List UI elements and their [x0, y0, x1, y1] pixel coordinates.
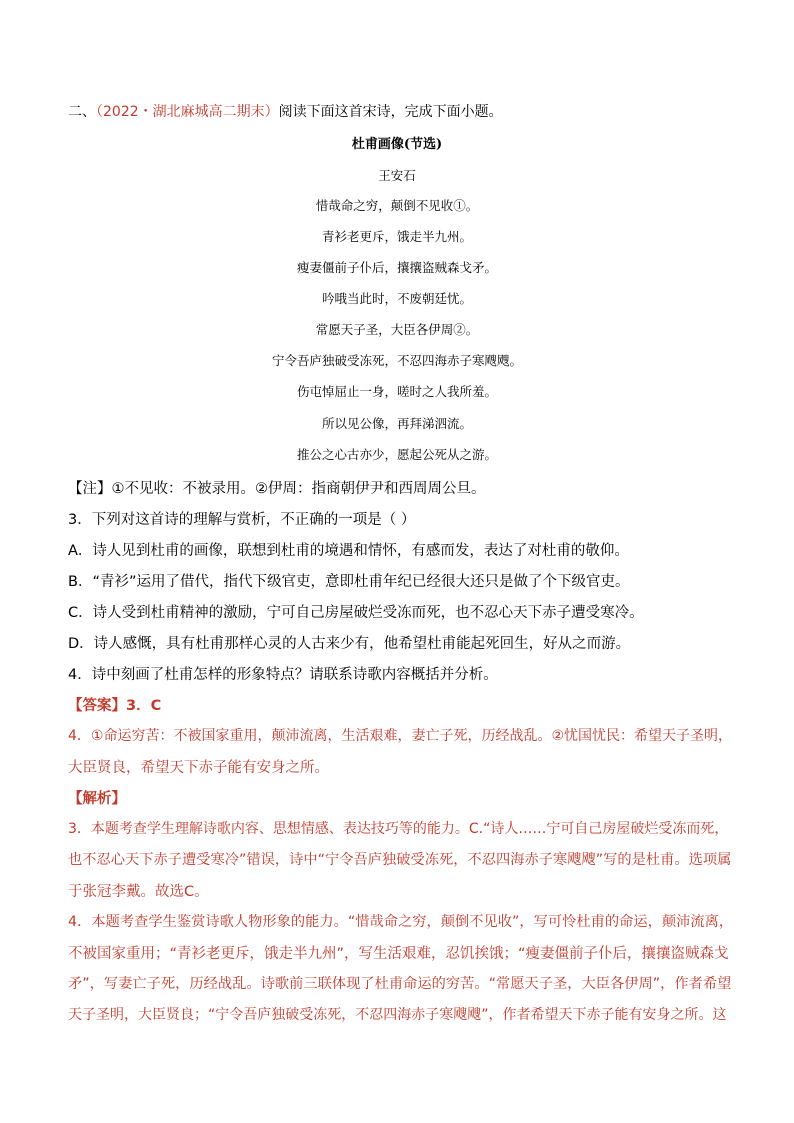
poem-line: 吟哦当此时，不废朝廷忧。	[321, 291, 472, 306]
option-b: B．“青衫”运用了借代，指代下级官吏，意即杜甫年纪已经很大还只是做了个下级官吏。	[68, 574, 630, 590]
poem-line: 所以见公像，再拜涕泗流。	[321, 416, 472, 431]
poem-line: 推公之心古亦少，愿起公死从之游。	[296, 447, 497, 462]
poem-author: 王安石	[378, 168, 416, 183]
analysis-4-line: 4．本题考查学生鉴赏诗歌人物形象的能力。“惜哉命之穷，颠倒不见收”，写可怜杜甫的命运，颠沛流离，	[68, 914, 734, 930]
analysis-3-line: 也不忍心天下赤子遭受寒冷”错误，诗中“宁令吾庐独破受冻死，不忍四海赤子寒飕飕”写的是杜甫。选项属	[68, 852, 732, 868]
question-3-stem: 3．下列对这首诗的理解与赏析，不正确的一项是（ ）	[68, 512, 416, 528]
option-c: C．诗人受到杜甫精神的激励，宁可自己房屋破烂受冻而死，也不忍心天下赤子遭受寒冷。	[68, 605, 644, 621]
poem-line: 青衫老更斥，饿走半九州。	[321, 229, 472, 244]
answer-label: 【答案】3．C	[68, 698, 162, 714]
analysis-4-line: 矛”，写妻亡子死，历经战乱。诗歌前三联体现了杜甫命运的穷苦。“常愿天子圣，大臣各伊周”，作者希望	[68, 976, 732, 992]
poem-line: 惜哉命之穷，颠倒不见收①。	[315, 198, 479, 213]
question-source: （2022・湖北麻城高二期末）	[96, 104, 279, 120]
poem-note: 【注】①不见收：不被录用。②伊周：指商朝伊尹和西周周公旦。	[68, 481, 486, 497]
poem-line: 瘦妻僵前子仆后，攘攘盗贼森戈矛。	[296, 260, 497, 275]
analysis-label: 【解析】	[68, 791, 126, 807]
answer-q4-line: 4．①命运穷苦：不被国家重用，颠沛流离，生活艰难，妻亡子死，历经战乱。②忧国忧民：希望天子圣明，	[68, 728, 733, 744]
question-4-stem: 4．诗中刻画了杜甫怎样的形象特点？请联系诗歌内容概括并分析。	[68, 667, 498, 683]
answer-q4-line: 大臣贤良，希望天下赤子能有安身之所。	[68, 760, 329, 776]
poem-line: 宁令吾庐独破受冻死，不忍四海赤子寒飕飕。	[271, 353, 522, 368]
option-d: D．诗人感慨，具有杜甫那样心灵的人古来少有，他希望杜甫能起死回生，好从之而游。	[68, 636, 631, 652]
analysis-4-line: 天子圣明，大臣贤良；“宁令吾庐独破受冻死，不忍四海赤子寒飕飕”，作者希望天下赤子能有安身之所。这	[68, 1007, 727, 1023]
poem-line: 常愿天子圣，大臣各伊周②。	[315, 322, 479, 337]
option-a: A．诗人见到杜甫的画像，联想到杜甫的境遇和情怀，有感而发，表达了对杜甫的敬仰。	[68, 543, 629, 559]
poem-line: 伤屯悼屈止一身，嗟时之人我所羞。	[296, 384, 497, 399]
question-header	[68, 101, 503, 121]
poem-title: 杜甫画像(节选)	[351, 137, 443, 152]
analysis-4-line: 不被国家重用；“青衫老更斥，饿走半九州”，写生活艰难，忍饥挨饿；“瘦妻僵前子仆后，攘攘盗贼森戈	[68, 946, 729, 962]
question-instruction: 阅读下面这首宋诗，完成下面小题。	[278, 104, 503, 120]
analysis-3-line: 于张冠李戴。故选C。	[68, 884, 209, 900]
analysis-3-line: 3．本题考查学生理解诗歌内容、思想情感、表达技巧等的能力。C.“诗人……宁可自己房屋破烂受冻而死，	[68, 821, 729, 837]
section-number: 二、	[68, 104, 96, 120]
